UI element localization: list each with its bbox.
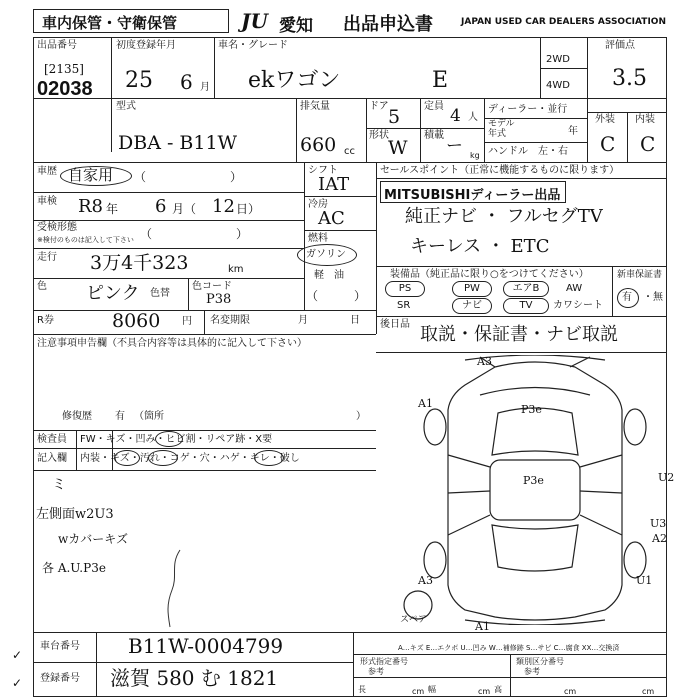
- spec-right-label: 類別区分番号: [516, 657, 564, 666]
- doc-title: 出品申込書: [343, 14, 433, 35]
- ref-label-left: 参考: [368, 667, 384, 676]
- recycle-unit: 円: [182, 316, 192, 327]
- storage-badge-text: 車内保管・守衛保管: [42, 14, 178, 32]
- hand-note-3: wカバーキズ: [58, 532, 129, 546]
- mark-a3-left: A3: [418, 574, 433, 587]
- shift: IAT: [318, 174, 350, 195]
- load-label: 積載: [424, 130, 444, 141]
- shift-label: シフト: [308, 165, 338, 176]
- name-label: 車名・グレード: [218, 40, 288, 51]
- interior-row: 内装・キズ・汚れ・コゲ・穴・ハゲ・キレ・破し: [80, 453, 300, 464]
- color: ピンク: [86, 283, 140, 304]
- mileage: 3万4千323: [90, 252, 189, 274]
- hand-note-2: 左側面w2U3: [36, 507, 114, 522]
- stain-circle: [148, 450, 178, 466]
- warranty-dot: ・: [643, 292, 653, 303]
- mark-u1: U1: [636, 574, 653, 587]
- dealer-label: ディーラー・並行: [488, 104, 568, 115]
- car-diagram: [400, 355, 670, 625]
- ac: AC: [318, 208, 345, 229]
- history: 自家用: [68, 166, 114, 184]
- plate: 滋賀 580 む 1821: [110, 666, 279, 690]
- equip-sr: SR: [397, 300, 411, 311]
- year-unit: 年: [568, 126, 578, 137]
- receive-paren: （ ）: [140, 227, 249, 241]
- color-change-label: 色替: [150, 288, 170, 299]
- dent-circle: [155, 431, 183, 447]
- receive-label: 受検形態: [37, 222, 77, 233]
- color-label: 色: [37, 281, 47, 292]
- cm-1: cm: [412, 687, 425, 696]
- scratch-circle: [114, 450, 140, 466]
- size-long-left: 長: [358, 685, 366, 694]
- cap-unit: 人: [468, 112, 478, 123]
- equip-tv: TV: [503, 298, 549, 314]
- hage-circle: [254, 450, 284, 466]
- backtext-label: 後日品: [380, 319, 410, 330]
- dealer-title: MITSUBISHIディーラー出品: [384, 188, 561, 203]
- inspect-month: 6: [155, 196, 167, 217]
- mark-a1-bottom: A1: [475, 620, 490, 633]
- fuel-gas: ガソリン: [306, 249, 346, 260]
- inspect-d: 日）: [236, 202, 261, 216]
- cm-3: cm: [564, 687, 577, 696]
- body-shape: W: [388, 137, 408, 159]
- mark-a3-top: A3: [477, 355, 492, 368]
- model-label: 型式: [116, 101, 136, 112]
- fuel-diesel: 軽 油: [314, 270, 344, 281]
- drive-4wd: 4WD: [546, 80, 570, 91]
- shape-label: 形状: [369, 130, 389, 141]
- int-grade: C: [640, 132, 656, 156]
- inspect-m: 月（: [172, 202, 197, 216]
- inspect-year: R8: [78, 196, 104, 217]
- warranty-label: 新車保証書: [617, 270, 663, 280]
- sales-line-2: キーレス ・ ETC: [410, 236, 550, 257]
- recycle: 8060: [112, 310, 161, 332]
- history-label: 車歴: [37, 166, 57, 177]
- fw-row: FW・キズ・凹み・ヒビ割・リペア跡・X要: [80, 434, 273, 445]
- hand-note-1: ミ: [52, 477, 66, 493]
- model-year-label: モデル 年式: [488, 119, 515, 139]
- handle-label: ハンドル 左・右: [488, 146, 568, 157]
- plate-label: 登録番号: [40, 673, 80, 684]
- size-wide-left: 幅: [428, 685, 436, 694]
- size-high-left: 高: [494, 685, 502, 694]
- spec-left-label: 形式指定番号: [360, 657, 408, 666]
- equip-navi: ナビ: [452, 298, 492, 314]
- lot-number: 02038: [37, 78, 93, 100]
- inspect-y: 年: [106, 202, 119, 216]
- mileage-label: 走行: [37, 252, 57, 263]
- fuel-label: 燃料: [308, 233, 328, 244]
- warranty-no: 無: [653, 292, 663, 303]
- ref-label-right: 参考: [524, 667, 540, 676]
- repair-label: 修復歴: [62, 411, 92, 422]
- transfer-d: 日: [350, 315, 360, 326]
- color-code: P38: [206, 292, 232, 307]
- door-label: ドア: [369, 101, 389, 112]
- org-name: 愛知: [279, 16, 313, 36]
- equip-pw: PW: [452, 281, 492, 297]
- load: ー: [446, 136, 463, 156]
- mark-p3e-front: P3e: [521, 403, 542, 416]
- history-paren: （ ）: [134, 170, 243, 184]
- damage-legend: A…キズ E…エクボ U…凹み W…補修跡 S…サビ C…腐食 XX…交換済: [398, 644, 620, 652]
- inspector-label: 検査員: [37, 434, 67, 445]
- sales-line-1: 純正ナビ ・ フルセグTV: [405, 206, 603, 227]
- mileage-unit: km: [228, 264, 244, 275]
- spare-label: スペア: [400, 615, 428, 625]
- warranty-yes: 有: [622, 292, 632, 303]
- car-name: ekワゴン: [248, 68, 341, 93]
- int-label: 内装: [635, 114, 655, 125]
- repair-close: ）: [356, 411, 366, 422]
- equip-aw: AW: [566, 283, 583, 294]
- equip-label: 装備品（純正品に限り○をつけてください）: [390, 269, 589, 280]
- ext-grade: C: [600, 132, 616, 156]
- score-label: 評価点: [605, 40, 635, 51]
- mark-p3e-roof: P3e: [523, 474, 544, 487]
- transfer-label: 名変期限: [210, 315, 250, 326]
- displacement: 660: [300, 134, 337, 156]
- equip-airbag: エアB: [503, 281, 549, 297]
- ac-label: 冷房: [308, 199, 328, 210]
- check-mark-2: ✓: [12, 676, 23, 690]
- inspect-day: 12: [212, 196, 235, 217]
- reg-month: 6: [180, 70, 193, 94]
- repair-yes: 有: [115, 411, 125, 422]
- disp-label: 排気量: [300, 101, 330, 112]
- transfer-m: 月: [298, 315, 308, 326]
- month-unit: 月: [200, 82, 210, 93]
- mark-u3: U3: [650, 517, 667, 530]
- color-code-label: 色コード: [192, 281, 232, 292]
- score: 3.5: [612, 66, 647, 91]
- capacity: 4: [450, 106, 461, 126]
- model-code: DBA - B11W: [118, 132, 238, 154]
- equip-leather: カワシート: [553, 300, 603, 311]
- assoc-name: JAPAN USED CAR DEALERS ASSOCIATION: [461, 17, 666, 27]
- lot-label: 出品番号: [37, 40, 77, 51]
- lot-small: [2135]: [44, 62, 84, 76]
- drive-2wd: 2WD: [546, 54, 570, 65]
- sales-label: セールスポイント（正常に機能するものに限ります）: [380, 165, 620, 176]
- recycle-label: R券: [37, 315, 54, 326]
- backtext: 取説・保証書・ナビ取説: [420, 324, 618, 345]
- notes-label: 注意事項申告欄（不具合内容等は具体的に記入して下さい）: [37, 338, 307, 349]
- reg-label: 初度登録年月: [116, 40, 176, 51]
- equip-ps: PS: [385, 281, 425, 297]
- note-squiggle: [150, 545, 190, 630]
- mark-a2: A2: [652, 532, 667, 545]
- cm-4: cm: [642, 687, 655, 696]
- doors: 5: [388, 106, 401, 128]
- repair-place: （箇所: [134, 411, 164, 422]
- cap-label: 定員: [424, 101, 444, 112]
- chassis: B11W-0004799: [128, 634, 284, 658]
- disp-unit: cc: [344, 146, 355, 157]
- fuel-paren: （ ）: [306, 289, 367, 303]
- load-unit: kg: [470, 151, 480, 160]
- chassis-label: 車台番号: [40, 641, 80, 652]
- receive-note: ※検付のものは記入して下さい: [37, 236, 134, 244]
- inspect-label: 車検: [37, 196, 57, 207]
- mark-u2: U2: [658, 471, 675, 484]
- ext-label: 外装: [595, 114, 615, 125]
- cm-2: cm: [478, 687, 491, 696]
- mark-a1-left: A1: [418, 397, 433, 410]
- ju-logo: JU: [241, 9, 268, 33]
- reg-year: 25: [125, 68, 153, 93]
- grade: E: [432, 68, 449, 93]
- hand-note-4: 各 A.U.P3e: [42, 561, 106, 575]
- entry-label: 記入欄: [37, 453, 67, 464]
- check-mark-1: ✓: [12, 648, 23, 662]
